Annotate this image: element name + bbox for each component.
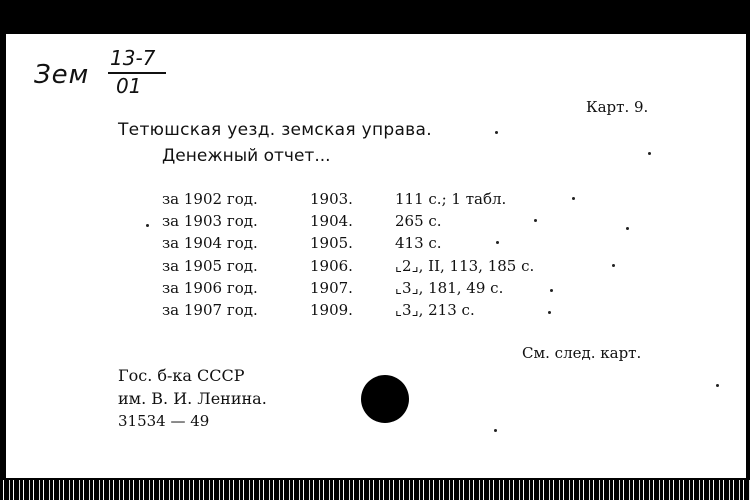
scan-speck bbox=[495, 131, 498, 134]
library-dedication: им. В. И. Ленина. bbox=[118, 389, 267, 408]
record-description: ⌞3⌟, 181, 49 с. bbox=[395, 279, 504, 297]
card-subheading: Денежный отчет... bbox=[162, 146, 331, 166]
scan-speck bbox=[550, 289, 553, 292]
record-description: ⌞3⌟, 213 с. bbox=[395, 301, 475, 319]
scan-speck bbox=[572, 197, 575, 200]
scan-speck bbox=[612, 264, 615, 267]
record-year: за 1904 год. bbox=[162, 234, 258, 252]
handwritten-prefix: Зем bbox=[34, 60, 90, 90]
handwritten-numerator: 13-7 bbox=[110, 46, 156, 70]
record-description: 111 с.; 1 табл. bbox=[395, 190, 507, 208]
scan-speck bbox=[716, 384, 719, 387]
scan-speck bbox=[146, 224, 149, 227]
record-published: 1903. bbox=[310, 190, 353, 208]
record-published: 1906. bbox=[310, 257, 353, 275]
record-published: 1907. bbox=[310, 279, 353, 297]
punch-hole bbox=[361, 375, 409, 423]
scan-speck bbox=[496, 241, 499, 244]
record-year: за 1907 год. bbox=[162, 301, 258, 319]
scan-speck bbox=[548, 311, 551, 314]
record-year: за 1902 год. bbox=[162, 190, 258, 208]
handwritten-denominator: 01 bbox=[116, 74, 142, 98]
scan-speck bbox=[626, 227, 629, 230]
scan-speck bbox=[534, 219, 537, 222]
record-published: 1909. bbox=[310, 301, 353, 319]
record-year: за 1906 год. bbox=[162, 279, 258, 297]
library-name: Гос. б-ка СССР bbox=[118, 366, 245, 385]
scan-edge bbox=[0, 480, 750, 500]
record-description: ⌞2⌟, II, 113, 185 с. bbox=[395, 257, 535, 275]
record-published: 1904. bbox=[310, 212, 353, 230]
record-published: 1905. bbox=[310, 234, 353, 252]
card-number: Карт. 9. bbox=[586, 98, 649, 116]
see-next-card-note: См. след. карт. bbox=[522, 344, 642, 362]
record-description: 413 с. bbox=[395, 234, 442, 252]
scan-speck bbox=[494, 429, 497, 432]
scan-speck bbox=[648, 152, 651, 155]
print-code: 31534 — 49 bbox=[118, 412, 210, 430]
record-year: за 1903 год. bbox=[162, 212, 258, 230]
record-year: за 1905 год. bbox=[162, 257, 258, 275]
card-heading: Тетюшская уезд. земская управа. bbox=[118, 120, 432, 140]
record-description: 265 с. bbox=[395, 212, 442, 230]
